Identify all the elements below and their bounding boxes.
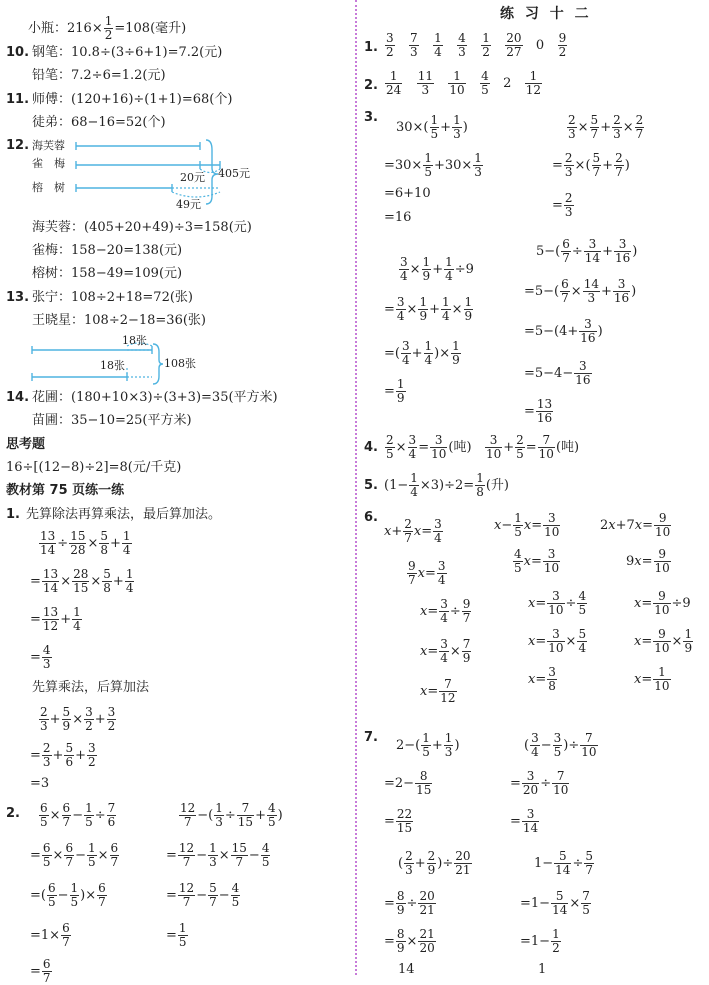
math-line: = $\frac{4}{3}$ xyxy=(30,643,51,671)
question-number: 6. xyxy=(364,510,378,525)
math-line: x= $\frac{3}{10}$ ÷ $\frac{4}{5}$ xyxy=(528,589,587,617)
question-number: 11. xyxy=(6,92,30,107)
text-segment: =30× xyxy=(384,158,423,173)
text-segment: (吨) xyxy=(448,440,472,455)
text-segment: (升) xyxy=(485,478,509,493)
answer-line: 张宁：108÷2+18=72(张) xyxy=(32,290,193,305)
math-line-partial: 1 xyxy=(538,962,547,977)
question-number: 14. xyxy=(6,390,30,405)
math-line: =2− $\frac{8}{15}$ xyxy=(384,769,432,797)
math-line: 9x= $\frac{9}{10}$ xyxy=(626,547,670,575)
diagram-label: 108张 xyxy=(164,357,196,370)
answer-line: 苗圃：35−10=25(平方米) xyxy=(32,413,192,428)
text-segment: 小瓶：216× xyxy=(28,21,103,36)
math-line: $\frac{13}{14}$ ÷ $\frac{15}{28}$ × $\frac{5}{8}$ + $\frac{1}{4}$ xyxy=(40,529,131,557)
math-line: =30× $\frac{1}{5}$ +30× $\frac{1}{3}$ xyxy=(384,151,482,179)
math-line: = $\frac{3}{4}$ × $\frac{1}{9}$ + $\frac{1}{4}$ × $\frac{1}{9}$ xyxy=(384,295,473,323)
math-line: x= $\frac{3}{10}$ × $\frac{5}{4}$ xyxy=(528,627,587,655)
math-line: $\frac{4}{5}$ x= $\frac{3}{10}$ xyxy=(514,547,560,575)
answer-line: 徒弟：68−16=52(个) xyxy=(32,115,166,130)
diagram-label: 雀 梅 xyxy=(32,157,65,170)
text-segment: 2 xyxy=(503,76,512,91)
math-line: =6+10 xyxy=(384,186,431,201)
math-line: =5−( $\frac{6}{7}$ × $\frac{14}{3}$ + $\frac{3}{16}$ ) xyxy=(524,277,637,305)
math-line: x+ $\frac{2}{7}$ x= $\frac{3}{4}$ xyxy=(384,517,442,545)
math-line: =3 xyxy=(30,776,50,791)
question-number: 2. xyxy=(364,78,378,93)
answer-line: (1− $\frac{1}{4}$ ×3)÷2= $\frac{1}{8}$ (升) xyxy=(384,471,509,499)
math-line: x= $\frac{7}{12}$ xyxy=(420,677,456,705)
math-line: $\frac{9}{7}$ x= $\frac{3}{4}$ xyxy=(408,559,446,587)
question-number: 10. xyxy=(6,45,30,60)
right-column xyxy=(362,0,709,975)
math-line: =1× $\frac{6}{7}$ xyxy=(30,921,70,949)
question-number: 2. xyxy=(6,806,20,821)
diagram-label: 榕 树 xyxy=(32,181,65,194)
question-number: 7. xyxy=(364,730,378,745)
math-line: = $\frac{13}{14}$ × $\frac{28}{15}$ × $\frac{5}{8}$ + $\frac{1}{4}$ xyxy=(30,567,134,595)
math-line: x= $\frac{9}{10}$ × $\frac{1}{9}$ xyxy=(634,627,693,655)
math-line: = $\frac{12}{7}$ − $\frac{1}{3}$ × $\frac{15}{7}$ − $\frac{4}{5}$ xyxy=(166,841,270,869)
math-line: = $\frac{6}{5}$ × $\frac{6}{7}$ − $\frac{1}{5}$ × $\frac{6}{7}$ xyxy=(30,841,119,869)
math-line: = $\frac{1}{9}$ xyxy=(384,377,405,405)
answer-line: $\frac{1}{24}$ $\frac{11}{3}$ $\frac{1}{10}$ $\frac{4}{5}$ 2 $\frac{1}{12}$ xyxy=(386,69,542,97)
exercise-title: 练 习 十 二 xyxy=(500,6,592,22)
math-line: =1− $\frac{1}{2}$ xyxy=(520,927,560,955)
diagram-label: 20元 xyxy=(180,171,205,184)
fraction: $\frac{1}{2}$ xyxy=(104,14,113,42)
text-segment: 2−( xyxy=(396,738,421,753)
math-line: =( $\frac{6}{5}$ − $\frac{1}{5}$ )× $\frac{6}{7}$ xyxy=(30,881,106,909)
answer-line: 16÷[(12−8)÷2]=8(元/千克) xyxy=(6,460,182,475)
math-line: $\frac{12}{7}$ −( $\frac{1}{3}$ ÷ $\frac{7}{15}$ + $\frac{4}{5}$ ) xyxy=(180,801,283,829)
math-line: 2x+7x= $\frac{9}{10}$ xyxy=(600,511,671,539)
math-line-partial: 14 xyxy=(398,962,415,977)
answer-line: $\frac{2}{5}$ × $\frac{3}{4}$ = $\frac{3}{10}$ (吨) $\frac{3}{10}$ + $\frac{2}{5}$ = $\frac{7}{10}$ (吨) xyxy=(386,433,580,461)
answer-line: 师傅：(120+16)÷(1+1)=68(个) xyxy=(32,92,233,107)
math-line: $\frac{2}{3}$ × $\frac{5}{7}$ + $\frac{2}{3}$ × $\frac{2}{7}$ xyxy=(568,113,644,141)
section-heading: 思考题 xyxy=(6,437,46,452)
math-line: = $\frac{22}{15}$ xyxy=(384,807,413,835)
math-line: $\frac{2}{3}$ + $\frac{5}{9}$ × $\frac{3}{2}$ + $\frac{3}{2}$ xyxy=(40,705,116,733)
answer-line: 钢笔：10.8÷(3÷6+1)=7.2(元) xyxy=(32,45,223,60)
question-number: 5. xyxy=(364,478,378,493)
answer-line: 先算除法再算乘法，最后算加法。 xyxy=(26,507,222,522)
math-line: x= $\frac{3}{4}$ ÷ $\frac{9}{7}$ xyxy=(420,597,471,625)
math-line: =16 xyxy=(384,210,412,225)
math-line: = $\frac{13}{12}$ + $\frac{1}{4}$ xyxy=(30,605,81,633)
math-line: x= $\frac{9}{10}$ ÷9 xyxy=(634,589,691,617)
answer-line: 铅笔：7.2÷6=1.2(元) xyxy=(32,68,166,83)
math-line: = $\frac{3}{20}$ ÷ $\frac{7}{10}$ xyxy=(510,769,569,797)
diagram-label: 18张 xyxy=(122,334,147,347)
diagram-label: 海芙蓉 xyxy=(32,139,65,152)
math-line: = $\frac{8}{9}$ ÷ $\frac{20}{21}$ xyxy=(384,889,435,917)
answer-line: 海芙蓉：(405+20+49)÷3=158(元) xyxy=(32,220,252,235)
diagram-label: 405元 xyxy=(218,167,250,180)
answer-line: 花圃：(180+10×3)÷(3+3)=35(平方米) xyxy=(32,390,278,405)
math-line: = $\frac{8}{9}$ × $\frac{21}{20}$ xyxy=(384,927,435,955)
answer-line: 王晓星：108÷2−18=36(张) xyxy=(32,313,206,328)
answer-line: 榕树：158−49=109(元) xyxy=(32,266,183,281)
diagram-label: 18张 xyxy=(100,359,125,372)
math-line: = $\frac{12}{7}$ − $\frac{5}{7}$ − $\frac{4}{5}$ xyxy=(166,881,240,909)
math-line: 5−( $\frac{6}{7}$ ÷ $\frac{3}{14}$ + $\frac{3}{16}$ ) xyxy=(536,237,638,265)
text-segment: =108(毫升) xyxy=(114,21,187,36)
math-line: $\frac{3}{4}$ × $\frac{1}{9}$ + $\frac{1}{4}$ ÷9 xyxy=(400,255,474,283)
answer-line: 先算乘法，后算加法 xyxy=(32,680,150,695)
math-line: = $\frac{2}{3}$ xyxy=(552,191,573,219)
math-line: 1− $\frac{5}{14}$ ÷ $\frac{5}{7}$ xyxy=(534,849,593,877)
math-line: = $\frac{2}{3}$ + $\frac{5}{6}$ + $\frac{3}{2}$ xyxy=(30,741,96,769)
question-number: 13. xyxy=(6,290,30,305)
math-line: x= $\frac{3}{4}$ × $\frac{7}{9}$ xyxy=(420,637,471,665)
question-number: 4. xyxy=(364,440,378,455)
math-line: =5−4− $\frac{3}{16}$ xyxy=(524,359,591,387)
math-line: = $\frac{3}{14}$ xyxy=(510,807,539,835)
segment-diagram-13 xyxy=(0,320,352,390)
math-line: =( $\frac{3}{4}$ + $\frac{1}{4}$ )× $\frac{1}{9}$ xyxy=(384,339,460,367)
math-line: ( $\frac{3}{4}$ − $\frac{3}{5}$ )÷ $\frac{7}{10}$ xyxy=(524,731,597,759)
math-line: = $\frac{2}{3}$ ×( $\frac{5}{7}$ + $\frac{2}{7}$ ) xyxy=(552,151,630,179)
math-line: = $\frac{1}{5}$ xyxy=(166,921,187,949)
answer-line: 雀梅：158−20=138(元) xyxy=(32,243,183,258)
question-number: 12. xyxy=(6,138,30,153)
text-segment: 30×( xyxy=(396,120,429,135)
left-column xyxy=(0,0,352,985)
math-line: =5−(4+ $\frac{3}{16}$ ) xyxy=(524,317,603,345)
question-number: 1. xyxy=(6,507,20,522)
text-segment: ×3)÷2= xyxy=(419,478,475,493)
math-line: ( $\frac{2}{3}$ + $\frac{2}{9}$ )÷ $\frac{20}{21}$ xyxy=(398,849,471,877)
math-line: $\frac{6}{5}$ × $\frac{6}{7}$ − $\frac{1}{5}$ ÷ $\frac{7}{6}$ xyxy=(40,801,116,829)
question-number: 3. xyxy=(364,110,378,125)
text-segment: 0 xyxy=(535,38,545,53)
text-segment: (吨) xyxy=(555,440,580,455)
math-line: = $\frac{6}{7}$ xyxy=(30,957,51,985)
column-divider xyxy=(355,0,357,975)
text-segment: (1− xyxy=(384,478,409,493)
diagram-label: 49元 xyxy=(176,198,201,211)
math-line: 30×( $\frac{1}{5}$ + $\frac{1}{3}$ ) xyxy=(396,113,468,141)
math-line: x− $\frac{1}{5}$ x= $\frac{3}{10}$ xyxy=(494,511,560,539)
math-line: =1− $\frac{5}{14}$ × $\frac{7}{5}$ xyxy=(520,889,590,917)
answer-line: $\frac{3}{2}$ $\frac{7}{3}$ $\frac{1}{4}$ $\frac{4}{3}$ $\frac{1}{2}$ $\frac{20}{27}$ 0 $\frac{9}{2}$ xyxy=(386,31,567,59)
question-number: 1. xyxy=(364,40,378,55)
math-line: x= $\frac{3}{8}$ xyxy=(528,665,556,693)
math-line: = $\frac{13}{16}$ xyxy=(524,397,553,425)
math-line: 2−( $\frac{1}{5}$ + $\frac{1}{3}$ ) xyxy=(396,731,460,759)
section-heading: 教材第 75 页练一练 xyxy=(6,483,125,498)
math-line: x= $\frac{1}{10}$ xyxy=(634,665,670,693)
